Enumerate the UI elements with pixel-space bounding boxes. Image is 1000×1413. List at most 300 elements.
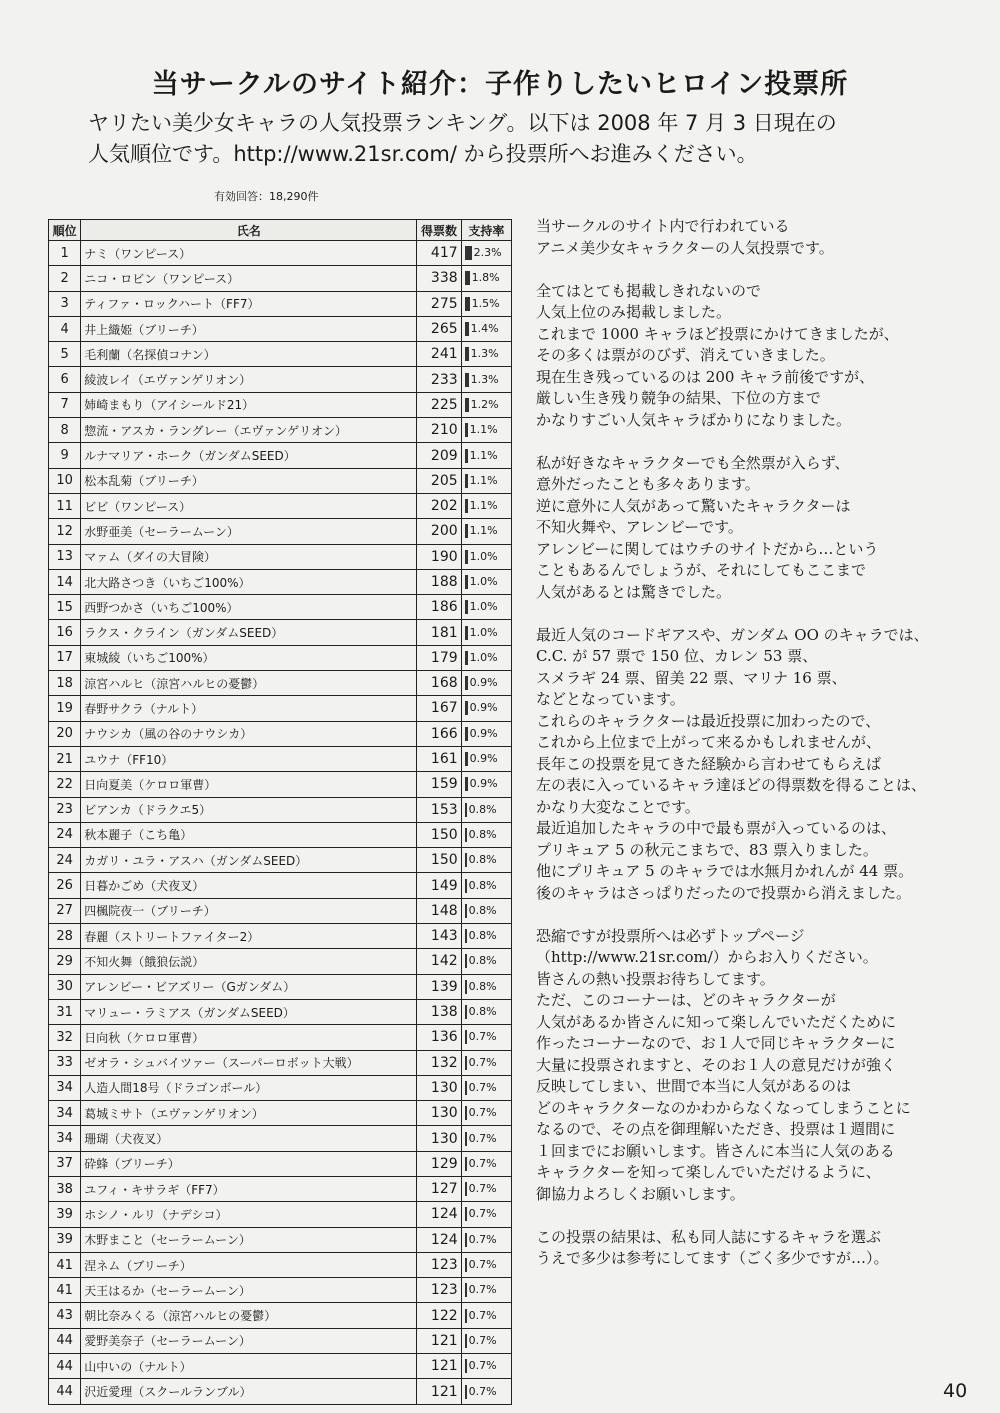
description-line: 逆に意外に人気があって驚いたキャラクターは [536, 496, 851, 515]
description-paragraph [536, 453, 986, 604]
description-line: 全てはとても掲載しきれないので [536, 281, 762, 300]
votes-cell: 129 [417, 1151, 461, 1176]
name-cell: 毛利蘭（名探偵コナン） [81, 342, 417, 367]
votes-cell: 265 [417, 316, 461, 341]
rank-cell: 30 [49, 974, 81, 999]
rank-cell: 19 [49, 696, 81, 721]
table-row [49, 1151, 512, 1176]
votes-cell: 124 [417, 1202, 461, 1227]
percent-cell [461, 696, 511, 721]
table-row [49, 1126, 512, 1151]
description-line: 厳しい生き残り競争の結果、下位の方まで [536, 389, 822, 407]
name-cell: 日向夏美（ケロロ軍曹） [81, 772, 417, 797]
description-line: キャラクターを知って楽しんでいただけるように、 [536, 1163, 881, 1181]
percent-label: 0.7% [468, 1131, 497, 1145]
percent-bar [465, 1005, 467, 1019]
percent-label: 1.0% [469, 600, 498, 614]
valid-response-count: 有効回答：18,290件 [214, 190, 319, 203]
percent-cell [461, 1303, 511, 1328]
table-row [49, 1176, 512, 1201]
description-paragraph [536, 1227, 986, 1270]
rank-cell: 37 [49, 1151, 81, 1176]
votes-cell: 190 [417, 544, 461, 569]
rank-cell: 27 [49, 898, 81, 923]
percent-cell [461, 974, 511, 999]
percent-label: 1.0% [469, 625, 498, 639]
percent-label: 0.8% [468, 979, 497, 993]
percent-bar [465, 1385, 467, 1399]
description-line: これまで 1000 キャラほど投票にかけてきましたが、 [536, 324, 899, 343]
rank-cell: 8 [49, 418, 81, 443]
votes-cell: 123 [417, 1252, 461, 1277]
rank-cell: 14 [49, 569, 81, 594]
description-line: C.C. が 57 票で 150 位、カレン 53 票、 [536, 647, 818, 665]
percent-bar [465, 980, 467, 994]
description-line: うえで多少は参考にしてます（ごく多少ですが…）。 [536, 1249, 889, 1267]
table-row [49, 519, 512, 544]
percent-cell [461, 873, 511, 898]
name-cell: ユウナ（FF10） [81, 746, 417, 771]
percent-bar [465, 727, 468, 741]
percent-bar [465, 651, 468, 665]
votes-cell: 275 [417, 291, 461, 316]
header-rank: 順位 [49, 220, 81, 241]
percent-cell [461, 1101, 511, 1126]
votes-cell: 210 [417, 418, 461, 443]
description-line: 意外だったことも多々あります。 [536, 475, 760, 493]
percent-label: 1.1% [469, 524, 498, 538]
percent-cell [461, 266, 511, 291]
name-cell: 東城綾（いちご100%） [81, 645, 417, 670]
description-line: この投票の結果は、私も同人誌にするキャラを選ぶ [536, 1227, 882, 1246]
header-name: 氏名 [81, 220, 417, 241]
rank-cell: 33 [49, 1050, 81, 1075]
votes-cell: 153 [417, 797, 461, 822]
table-row [49, 620, 512, 645]
description-line: １回までにお願いします。皆さんに本当に人気のある [536, 1141, 895, 1160]
table-row [49, 1379, 512, 1404]
table-row [49, 1328, 512, 1353]
percent-bar [465, 676, 468, 690]
percent-bar [465, 879, 467, 893]
name-cell: 沢近愛理（スクールランブル） [81, 1379, 417, 1404]
description-line: ただ、このコーナーは、どのキャラクターが [536, 991, 836, 1009]
votes-cell: 149 [417, 873, 461, 898]
table-row [49, 241, 512, 266]
table-row [49, 645, 512, 670]
name-cell: ルナマリア・ホーク（ガンダムSEED） [81, 443, 417, 468]
percent-cell [461, 1202, 511, 1227]
percent-cell [461, 1176, 511, 1201]
percent-cell [461, 848, 511, 873]
description-line: どのキャラクターなのかわからなくなってしまうことに [536, 1098, 911, 1117]
percent-label: 0.9% [469, 777, 498, 791]
percent-cell [461, 1126, 511, 1151]
rank-cell: 28 [49, 924, 81, 949]
percent-label: 0.9% [469, 701, 498, 715]
name-cell: 天王はるか（セーラームーン） [81, 1278, 417, 1303]
table-row [49, 595, 512, 620]
percent-label: 0.9% [469, 726, 498, 740]
table-row [49, 418, 512, 443]
votes-cell: 150 [417, 822, 461, 847]
table-row [49, 468, 512, 493]
table-row [49, 848, 512, 873]
percent-bar [465, 1030, 467, 1044]
rank-cell: 41 [49, 1278, 81, 1303]
name-cell: 綾波レイ（エヴァンゲリオン） [81, 367, 417, 392]
percent-cell [461, 721, 511, 746]
percent-bar [465, 904, 467, 918]
rank-cell: 22 [49, 772, 81, 797]
votes-cell: 148 [417, 898, 461, 923]
table-row [49, 1050, 512, 1075]
name-cell: マリュー・ラミアス（ガンダムSEED） [81, 999, 417, 1024]
name-cell: 西野つかさ（いちご100%） [81, 595, 417, 620]
votes-cell: 143 [417, 924, 461, 949]
percent-cell [461, 1354, 511, 1379]
description-line: 不知火舞や、アレンビーです。 [536, 518, 743, 536]
rank-cell: 20 [49, 721, 81, 746]
description-line: プリキュア 5 の秋元こまちで、83 票入りました。 [536, 840, 878, 859]
table-row [49, 544, 512, 569]
description-line: かなりすごい人気キャラばかりになりました。 [536, 410, 852, 429]
percent-cell [461, 241, 511, 266]
rank-cell: 39 [49, 1202, 81, 1227]
name-cell: ビアンカ（ドラクエ5） [81, 797, 417, 822]
name-cell: 日向秋（ケロロ軍曹） [81, 1025, 417, 1050]
rank-cell: 13 [49, 544, 81, 569]
rank-cell: 21 [49, 746, 81, 771]
rank-cell: 24 [49, 822, 81, 847]
percent-label: 0.7% [468, 1207, 497, 1221]
percent-cell [461, 1278, 511, 1303]
table-row [49, 671, 512, 696]
ranking-table [48, 219, 512, 1405]
percent-label: 0.8% [468, 929, 497, 943]
percent-bar [465, 423, 468, 437]
ranking-table-body [49, 241, 512, 1405]
name-cell: ラクス・クライン（ガンダムSEED） [81, 620, 417, 645]
name-cell: 春麗（ストリートファイター2） [81, 924, 417, 949]
votes-cell: 202 [417, 493, 461, 518]
rank-cell: 3 [49, 291, 81, 316]
votes-cell: 179 [417, 645, 461, 670]
description-line: 他にプリキュア 5 のキャラでは水無月かれんが 44 票。 [536, 862, 914, 880]
percent-cell [461, 949, 511, 974]
description-line: かなり大変なことです。 [536, 797, 700, 816]
percent-cell [461, 746, 511, 771]
percent-cell [461, 468, 511, 493]
description-line: 大量に投票されますと、そのお１人の意見だけが強く [536, 1055, 897, 1074]
percent-bar [465, 1233, 467, 1247]
percent-label: 1.0% [469, 650, 498, 664]
percent-label: 1.4% [470, 322, 499, 336]
percent-bar [465, 449, 468, 463]
percent-cell [461, 1151, 511, 1176]
percent-bar [465, 1081, 467, 1095]
votes-cell: 132 [417, 1050, 461, 1075]
table-row [49, 569, 512, 594]
name-cell: 木野まこと（セーラームーン） [81, 1227, 417, 1252]
percent-cell [461, 316, 511, 341]
rank-cell: 2 [49, 266, 81, 291]
rank-cell: 34 [49, 1075, 81, 1100]
description-line: などとなっています。 [536, 690, 685, 708]
percent-cell [461, 671, 511, 696]
percent-bar [465, 1309, 467, 1323]
description-line: こともあるんでしょうが、それにしてもここまで [536, 561, 867, 579]
percent-bar [465, 1132, 467, 1146]
percent-cell [461, 367, 511, 392]
table-row [49, 797, 512, 822]
percent-bar [465, 398, 469, 412]
percent-label: 0.7% [468, 1333, 497, 1347]
page-subtitle [88, 108, 948, 170]
description-line: スメラギ 24 票、留美 22 票、マリナ 16 票、 [536, 668, 847, 687]
percent-cell [461, 342, 511, 367]
description-paragraph [536, 216, 986, 259]
percent-bar [465, 954, 467, 968]
rank-cell: 17 [49, 645, 81, 670]
table-row [49, 392, 512, 417]
rank-cell: 24 [49, 848, 81, 873]
page-title: 当サークルのサイト紹介：子作りしたいヒロイン投票所 [151, 69, 849, 100]
rank-cell: 9 [49, 443, 81, 468]
page-number: 40 [943, 1380, 968, 1402]
votes-cell: 167 [417, 696, 461, 721]
percent-bar [465, 701, 468, 715]
rank-cell: 18 [49, 671, 81, 696]
votes-cell: 130 [417, 1075, 461, 1100]
percent-label: 1.0% [469, 549, 498, 563]
table-row [49, 367, 512, 392]
percent-bar [465, 271, 470, 285]
votes-cell: 168 [417, 671, 461, 696]
percent-cell [461, 1252, 511, 1277]
name-cell: ビビ（ワンピース） [81, 493, 417, 518]
table-row [49, 1025, 512, 1050]
rank-cell: 5 [49, 342, 81, 367]
name-cell: 春野サクラ（ナルト） [81, 696, 417, 721]
votes-cell: 121 [417, 1354, 461, 1379]
description-line: 人気があるか皆さんに知って楽しんでいただくために [536, 1012, 897, 1031]
percent-label: 0.9% [469, 676, 498, 690]
votes-cell: 138 [417, 999, 461, 1024]
name-cell: 朝比奈みくる（涼宮ハルヒの憂鬱） [81, 1303, 417, 1328]
table-row [49, 999, 512, 1024]
percent-bar [465, 246, 472, 260]
votes-cell: 130 [417, 1101, 461, 1126]
name-cell: 北大路さつき（いちご100%） [81, 569, 417, 594]
rank-cell: 44 [49, 1379, 81, 1404]
rank-cell: 34 [49, 1101, 81, 1126]
description-line: 人気上位のみ掲載しました。 [536, 303, 732, 321]
percent-cell [461, 797, 511, 822]
percent-bar [465, 499, 468, 513]
description-line: 恐縮ですが投票所へは必ずトップページ [536, 926, 805, 945]
percent-label: 0.8% [468, 802, 497, 816]
votes-cell: 122 [417, 1303, 461, 1328]
name-cell: 秋本麗子（こち亀） [81, 822, 417, 847]
rank-cell: 38 [49, 1176, 81, 1201]
description-line: （http://www.21sr.com/）からお入りください。 [536, 948, 878, 966]
votes-cell: 225 [417, 392, 461, 417]
rank-cell: 11 [49, 493, 81, 518]
table-row [49, 266, 512, 291]
percent-cell [461, 645, 511, 670]
table-row [49, 342, 512, 367]
name-cell: 愛野美奈子（セーラームーン） [81, 1328, 417, 1353]
name-cell: 四楓院夜一（ブリーチ） [81, 898, 417, 923]
votes-cell: 188 [417, 569, 461, 594]
percent-label: 1.5% [471, 296, 500, 310]
percent-cell [461, 1075, 511, 1100]
votes-cell: 142 [417, 949, 461, 974]
table-row [49, 949, 512, 974]
description-line: 左の表に入っているキャラ達ほどの得票数を得ることは、 [536, 776, 927, 794]
rank-cell: 29 [49, 949, 81, 974]
percent-bar [465, 1157, 467, 1171]
percent-bar [465, 1258, 467, 1272]
percent-label: 0.7% [468, 1258, 497, 1272]
percent-cell [461, 1050, 511, 1075]
table-row [49, 1075, 512, 1100]
votes-cell: 130 [417, 1126, 461, 1151]
percent-bar [465, 550, 468, 564]
rank-cell: 23 [49, 797, 81, 822]
rank-cell: 7 [49, 392, 81, 417]
name-cell: ゼオラ・シュバイツァー（スーパーロボット大戦） [81, 1050, 417, 1075]
percent-label: 0.8% [468, 1005, 497, 1019]
description-line: 皆さんの熱い投票お待ちしてます。 [536, 969, 775, 988]
name-cell: カガリ・ユラ・アスハ（ガンダムSEED） [81, 848, 417, 873]
description-text [536, 216, 986, 1291]
name-cell: マァム（ダイの大冒険） [81, 544, 417, 569]
votes-cell: 121 [417, 1379, 461, 1404]
rank-cell: 26 [49, 873, 81, 898]
votes-cell: 127 [417, 1176, 461, 1201]
votes-cell: 209 [417, 443, 461, 468]
percent-label: 0.7% [468, 1384, 497, 1398]
header-percent: 支持率 [461, 220, 511, 241]
description-line: これらのキャラクターは最近投票に加わったので、 [536, 711, 881, 730]
percent-bar [465, 1056, 467, 1070]
table-row [49, 1252, 512, 1277]
rank-cell: 31 [49, 999, 81, 1024]
percent-cell [461, 772, 511, 797]
percent-cell [461, 1025, 511, 1050]
description-line: アニメ美少女キャラクターの人気投票です。 [536, 238, 834, 257]
description-line: 人気があるとは驚きでした。 [536, 582, 732, 601]
name-cell: 松本乱菊（ブリーチ） [81, 468, 417, 493]
percent-label: 0.7% [468, 1055, 497, 1069]
table-row [49, 873, 512, 898]
percent-cell [461, 392, 511, 417]
description-paragraph [536, 926, 986, 1206]
percent-label: 1.1% [469, 423, 498, 437]
rank-cell: 12 [49, 519, 81, 544]
rank-cell: 15 [49, 595, 81, 620]
subtitle-line: 人気順位です。http://www.21sr.com/ から投票所へお進みください。 [88, 142, 758, 166]
name-cell: 惣流・アスカ・ラングレー（エヴァンゲリオン） [81, 418, 417, 443]
subtitle-line: ヤリたい美少女キャラの人気投票ランキング。以下は 2008 年 7 月 3 日現在の [88, 111, 837, 135]
votes-cell: 241 [417, 342, 461, 367]
table-row [49, 696, 512, 721]
votes-cell: 166 [417, 721, 461, 746]
table-row [49, 772, 512, 797]
percent-bar [465, 853, 467, 867]
percent-bar [465, 828, 467, 842]
percent-label: 0.7% [468, 1359, 497, 1373]
percent-bar [465, 777, 468, 791]
table-row [49, 1303, 512, 1328]
table-row [49, 1278, 512, 1303]
description-line: 現在生き残っているのは 200 キャラ前後ですが、 [536, 367, 875, 386]
percent-bar [465, 1182, 467, 1196]
percent-cell [461, 291, 511, 316]
name-cell: 葛城ミサト（エヴァンゲリオン） [81, 1101, 417, 1126]
table-row [49, 974, 512, 999]
percent-label: 0.8% [468, 903, 497, 917]
votes-cell: 181 [417, 620, 461, 645]
rank-cell: 44 [49, 1354, 81, 1379]
percent-bar [465, 1359, 467, 1373]
name-cell: 日暮かごめ（犬夜叉） [81, 873, 417, 898]
percent-label: 0.7% [468, 1232, 497, 1246]
table-row [49, 721, 512, 746]
percent-label: 0.8% [468, 853, 497, 867]
table-row [49, 924, 512, 949]
table-row [49, 746, 512, 771]
votes-cell: 124 [417, 1227, 461, 1252]
percent-label: 1.2% [470, 397, 499, 411]
percent-cell [461, 924, 511, 949]
votes-cell: 150 [417, 848, 461, 873]
rank-cell: 39 [49, 1227, 81, 1252]
percent-label: 1.0% [469, 575, 498, 588]
votes-cell: 121 [417, 1328, 461, 1353]
name-cell: ティファ・ロックハート（FF7） [81, 291, 417, 316]
percent-label: 0.7% [468, 1308, 497, 1322]
percent-bar [465, 929, 467, 943]
description-line: 御協力よろしくお願いします。 [536, 1184, 745, 1203]
description-line: これから上位まで上がって来るかもしれませんが、 [536, 733, 882, 751]
percent-label: 0.7% [468, 1106, 497, 1120]
name-cell: 山中いの（ナルト） [81, 1354, 417, 1379]
rank-cell: 6 [49, 367, 81, 392]
percent-label: 0.8% [468, 827, 497, 841]
name-cell: ホシノ・ルリ（ナデシコ） [81, 1202, 417, 1227]
percent-cell [461, 443, 511, 468]
percent-bar [465, 752, 468, 766]
percent-cell [461, 999, 511, 1024]
percent-bar [465, 575, 468, 589]
percent-label: 1.8% [471, 271, 500, 285]
table-row [49, 316, 512, 341]
table-row [49, 1354, 512, 1379]
percent-bar [465, 297, 470, 311]
percent-cell [461, 519, 511, 544]
name-cell: 涼宮ハルヒ（涼宮ハルヒの憂鬱） [81, 671, 417, 696]
description-line: アレンビーに関してはウチのサイトだから…という [536, 539, 879, 558]
percent-cell [461, 1379, 511, 1404]
description-line: 最近追加したキャラの中で最も票が入っているのは、 [536, 819, 897, 837]
votes-cell: 136 [417, 1025, 461, 1050]
rank-cell: 16 [49, 620, 81, 645]
votes-cell: 233 [417, 367, 461, 392]
description-line: 後のキャラはさっぱりだったので投票から消えました。 [536, 883, 912, 902]
